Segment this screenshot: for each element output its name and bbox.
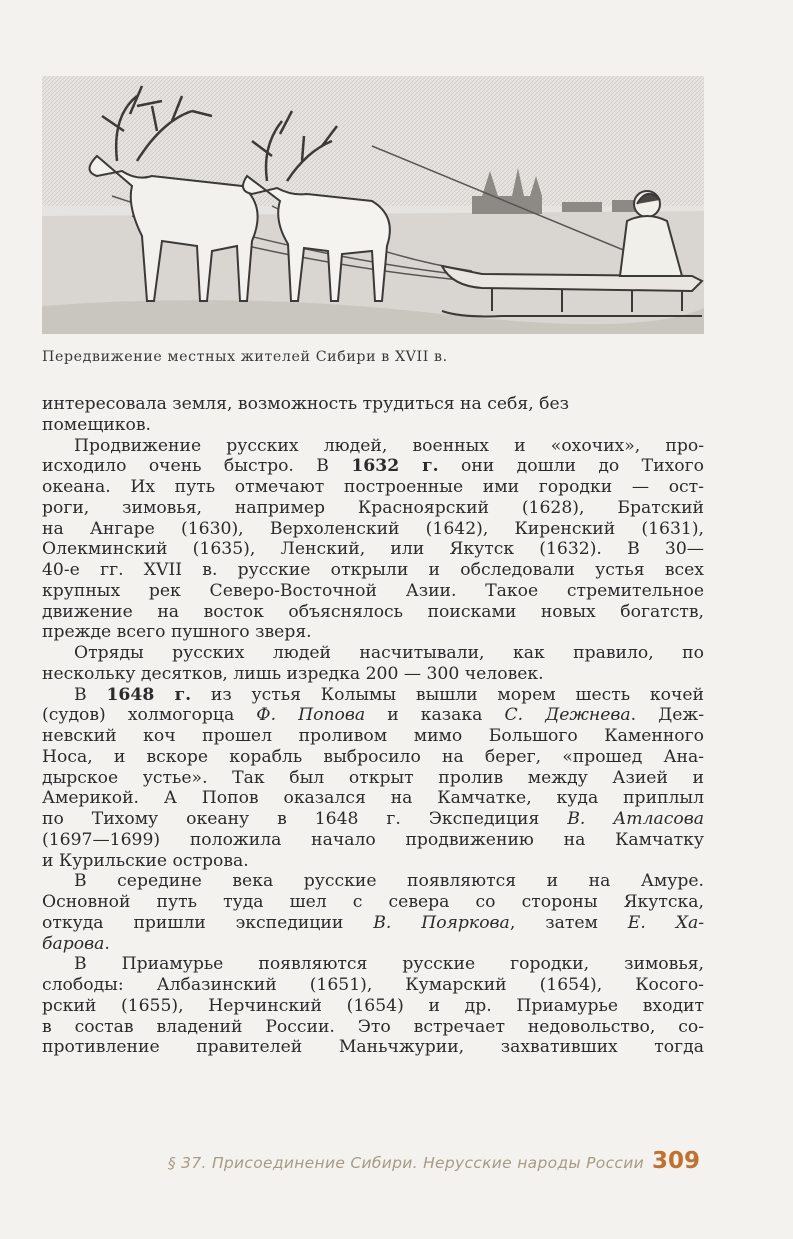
text-line (42, 954, 704, 975)
bold-date: 1648 г. (106, 684, 192, 705)
text-run: В (74, 684, 107, 705)
italic-name: барова (42, 933, 105, 954)
text-line (42, 581, 704, 602)
text-line (42, 830, 704, 851)
text-run: противление правителей Маньчжурии, захвативших тогда (42, 1037, 704, 1058)
text-line (42, 456, 704, 477)
text-line (42, 498, 704, 519)
text-run: и казака (365, 705, 505, 726)
text-run: , затем (509, 912, 628, 933)
text-run: слободы: Албазинский (1651), Кумарский (1654), Косого- (42, 975, 704, 995)
text-line (42, 1037, 704, 1058)
text-line (42, 602, 704, 623)
page-footer (0, 1148, 700, 1174)
text-run: (1697—1699) положила начало продвижению на Камчатку (42, 829, 704, 850)
text-run: движение на восток объяснялось поисками новых богатств, (42, 601, 704, 622)
text-run: . (104, 933, 110, 954)
text-run: по Тихому океану в 1648 г. Экспедиция (42, 809, 568, 829)
text-line (42, 913, 704, 934)
text-line (42, 1017, 704, 1038)
text-line (42, 851, 704, 872)
text-run: из устья Колымы вышли морем шесть кочей (191, 684, 704, 705)
text-run: Основной путь туда шел с севера со стороны Якутска, (42, 892, 704, 912)
text-line (42, 892, 704, 913)
text-line (42, 768, 704, 789)
text-run: исходило очень быстро. В (42, 456, 352, 477)
text-line (42, 685, 704, 706)
text-line (42, 415, 704, 436)
text-run: откуда пришли экспедиции (42, 912, 374, 933)
text-run: крупных рек Северо-Восточной Азии. Такое стремительное (42, 580, 704, 601)
italic-name: Ф. Попова (256, 705, 366, 726)
text-run: (судов) холмогорца (42, 705, 257, 726)
text-line (42, 643, 704, 664)
text-line (42, 934, 704, 955)
text-line (42, 809, 704, 830)
reindeer-sled-illustration (42, 76, 704, 334)
text-line (42, 871, 704, 892)
text-run: 40-е гг. XVII в. русские открыли и обследовали устья всех (42, 560, 704, 580)
text-run: дырское устье». Так был открыт пролив между Азией и (42, 767, 704, 788)
text-run: роги, зимовья, например Красноярский (1628), Братский (42, 497, 704, 518)
text-run: В середине века русские появляются и на Амуре. (74, 871, 704, 892)
text-line (42, 622, 704, 643)
text-run: Продвижение русских людей, военных и «охочих», про- (74, 435, 704, 456)
text-run: на Ангаре (1630), Верхоленский (1642), Киренский (1631), (42, 518, 704, 539)
italic-name: В. Пояркова (373, 912, 510, 933)
text-run: Олекминский (1635), Ленский, или Якутск (1632). В 30— (42, 539, 704, 560)
text-run: рский (1655), Нерчинский (1654) и др. Приамурье входит (42, 995, 704, 1016)
text-run: В Приамурье появляются русские городки, зимовья, (74, 954, 704, 975)
text-line (42, 996, 704, 1017)
text-run: Отряды русских людей насчитывали, как правило, по (74, 643, 704, 663)
text-run: они дошли до Тихого (438, 456, 704, 477)
text-line (42, 664, 704, 685)
text-line (42, 747, 704, 768)
text-run: помещиков. (42, 414, 152, 435)
text-run: невский коч прошел проливом мимо Большого Каменного (42, 726, 704, 746)
text-run: океана. Их путь отмечают построенные ими городки — ост- (42, 477, 704, 497)
illustration-caption: Передвижение местных жителей Сибири в XVII в. (42, 349, 448, 365)
text-line (42, 436, 704, 457)
running-footer-section: § 37. Присоединение Сибири. Нерусские народы России (167, 1154, 644, 1172)
text-line (42, 519, 704, 540)
italic-name: Е. Ха- (627, 912, 704, 933)
text-line (42, 705, 704, 726)
text-run: в состав владений России. Это встречает недовольство, со- (42, 1016, 704, 1037)
text-run: Носа, и вскоре корабль выбросило на берег, «прошед Ана- (42, 746, 704, 767)
text-run: нескольку десятков, лишь изредка 200 — 300 человек. (42, 663, 544, 684)
text-line (42, 975, 704, 996)
text-line (42, 726, 704, 747)
text-line (42, 560, 704, 581)
text-line (42, 477, 704, 498)
italic-name: С. Дежнева (504, 705, 631, 726)
text-run: . Деж- (630, 705, 704, 726)
body-text (42, 394, 704, 1058)
bold-date: 1632 г. (351, 456, 439, 477)
text-run: интересовала земля, возможность трудиться на себя, без (42, 394, 570, 414)
text-run: Америкой. А Попов оказался на Камчатке, куда приплыл (42, 788, 704, 809)
italic-name: В. Атласова (567, 809, 704, 829)
page-number: 309 (651, 1148, 700, 1174)
text-run: прежде всего пушного зверя. (42, 622, 312, 643)
text-line (42, 539, 704, 560)
text-line (42, 394, 704, 415)
text-run: и Курильские острова. (42, 850, 249, 871)
text-line (42, 788, 704, 809)
